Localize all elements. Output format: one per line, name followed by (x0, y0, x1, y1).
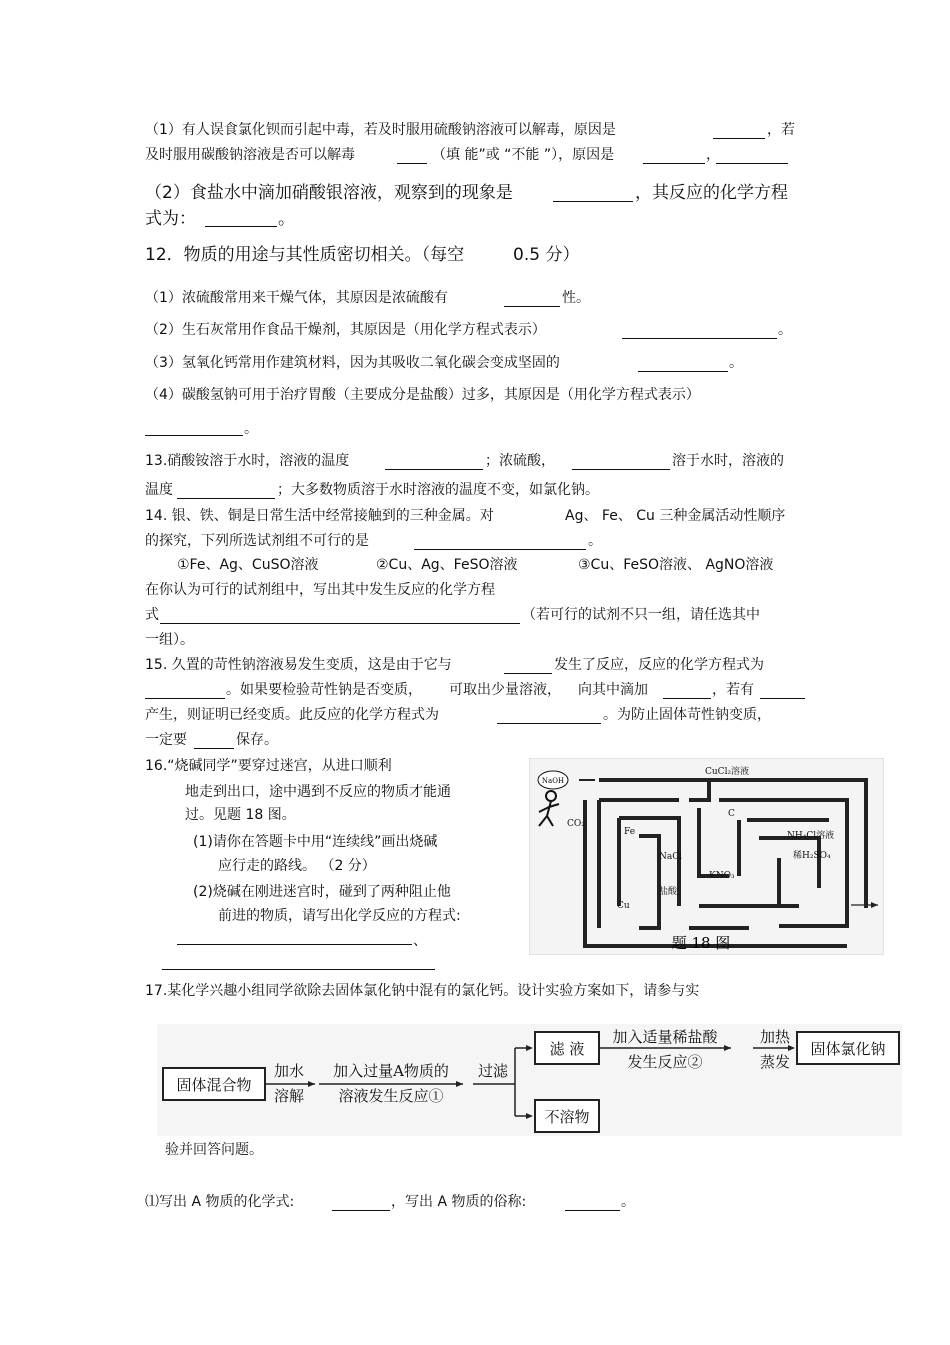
q12-text: 。 (244, 421, 258, 437)
maze-figure (529, 758, 884, 955)
q13-text: 溶于水时，溶液的 (672, 453, 784, 469)
maze-label: Fe (624, 827, 636, 837)
q17-line1: 17.某化学兴趣小组同学欲除去固体氯化钠中混有的氯化钙。设计实验方案如下，请参与实 (145, 983, 700, 999)
flow-filter-label: 过滤 (477, 1062, 509, 1080)
q12-blank-3[interactable] (638, 357, 728, 372)
q17-sub-1: ⑴写出 A 物质的化学式: (145, 1194, 295, 1210)
q16-answer-line-2[interactable] (162, 969, 435, 970)
q11-text: （填 能”或 “不能 ”），原因是 (432, 147, 615, 163)
q13-text: ；浓硫酸， (485, 453, 555, 469)
q11-blank-1[interactable] (713, 124, 765, 139)
q15-blank-3[interactable] (663, 684, 711, 699)
q14-blank-2[interactable] (160, 609, 520, 624)
flow-step4-top: 加热 (759, 1028, 791, 1046)
q15-text: 保存。 (236, 732, 278, 748)
flowchart (157, 1024, 902, 1136)
q15-text: 。如果要检验苛性钠是否变质， (226, 682, 422, 698)
maze-label: KNO₃ (709, 871, 735, 881)
q15-blank-5[interactable] (497, 709, 601, 724)
q12-title: 12．物质的用途与其性质密切相关。（每空 (145, 245, 465, 265)
q11-text: （1）有人误食氯化钡而引起中毒，若及时服用硫酸钠溶液可以解毒，原因是 (145, 122, 616, 138)
q12-blank-4[interactable] (145, 421, 243, 436)
q14-line1: 14. 银、铁、铜是日常生活中经常接触到的三种金属。对 (145, 508, 494, 524)
q12-item-4: （4）碳酸氢钠可用于治疗胃酸（主要成分是盐酸）过多，其原因是（用化学方程式表示） (145, 387, 700, 403)
q11-blank-3[interactable] (643, 149, 705, 164)
q14-blank-1[interactable] (414, 535, 586, 550)
q11-blank-2[interactable] (397, 149, 427, 164)
q14-text: 一组）。 (145, 632, 194, 648)
q12-item-3: （3）氢氧化钙常用作建筑材料，因为其吸收二氧化碳会变成坚固的 (145, 355, 560, 371)
flow-step1-bottom: 溶解 (273, 1087, 305, 1105)
maze-label: NH₄Cl溶液 (787, 831, 835, 841)
q16-text: 、 (413, 933, 427, 949)
q16-line1: 16.“烧碱同学”要穿过迷宫，从进口顺利 (145, 758, 392, 774)
q12-text: 。 (729, 355, 743, 371)
q15-text: ，若有 (712, 682, 754, 698)
q16-text: 应行走的路线。 （2 分） (218, 858, 376, 874)
q12-blank-1[interactable] (504, 292, 560, 307)
q13-blank-2[interactable] (572, 455, 670, 470)
q11-blank-6[interactable] (205, 212, 277, 227)
q11-blank-4[interactable] (716, 149, 788, 164)
q11-blank-5[interactable] (553, 187, 633, 202)
q16-text: 前进的物质，请写出化学反应的方程式: (218, 908, 461, 924)
q14-option-1: ①Fe、Ag、CuSO溶液 (177, 557, 319, 573)
q15-blank-6[interactable] (194, 734, 234, 749)
q11-line1 (145, 121, 616, 139)
flow-step4-bottom: 蒸发 (759, 1053, 791, 1071)
q15-blank-2[interactable] (145, 684, 225, 699)
q14-line2: 的探究，下列所选试剂组不可行的是 (145, 533, 369, 549)
q17-text: 。 (621, 1194, 635, 1210)
q14-line4: 在你认为可行的试剂组中，写出其中发生反应的化学方程 (145, 582, 495, 598)
q12-text: 。 (778, 322, 792, 338)
q17-text: ，写出 A 物质的俗称: (391, 1194, 527, 1210)
q11-text: （2）食盐水中滴加硝酸银溶液，观察到的现象是 (145, 183, 513, 203)
q12-item-1: （1）浓硫酸常用来干燥气体，其原因是浓硫酸有 (145, 290, 448, 306)
maze-label: C (728, 809, 735, 819)
q11-text: ，其反应的化学方程 (635, 183, 788, 203)
q15-text: 产生，则证明已经变质。此反应的化学方程式为 (145, 707, 439, 723)
q11-text: ，若 (767, 122, 795, 138)
q11-text: 式为： (145, 209, 196, 229)
q15-blank-4[interactable] (760, 684, 805, 699)
q13-text: 温度 (145, 482, 173, 498)
flowchart-bg (157, 1024, 902, 1136)
q16-sub-2: (2)烧碱在刚进迷宫时，碰到了两种阻止他 (193, 884, 451, 900)
maze-label: 盐酸 (659, 887, 678, 897)
q14-option-3: ③Cu、FeSO溶液、 AgNO溶液 (578, 557, 774, 573)
q16-line2: 地走到出口，途中遇到不反应的物质才能通 (185, 784, 451, 800)
maze-label: CO₂ (567, 819, 585, 829)
q12-blank-2[interactable] (622, 324, 777, 339)
q12-item-2: （2）生石灰常用作食品干燥剂，其原因是（用化学方程式表示） (145, 322, 546, 338)
q15-line1: 15. 久置的苛性钠溶液易发生变质，这是由于它与 (145, 657, 452, 673)
maze-label: 稀H₂SO₄ (793, 851, 831, 861)
maze-label: NaCl (659, 852, 683, 862)
q15-blank-1[interactable] (504, 659, 552, 674)
q12-score: 0.5 分） (513, 245, 580, 265)
q14-text: 。 (588, 533, 602, 549)
q14-text: Ag、 Fe、 Cu 三种金属活动性顺序 (565, 508, 786, 524)
q13-blank-3[interactable] (177, 484, 275, 499)
flow-precipitate-label: 不溶物 (544, 1108, 590, 1126)
q17-blank-2[interactable] (565, 1196, 620, 1211)
q12-text: 性。 (562, 290, 590, 306)
q14-text: 式 (145, 607, 159, 623)
q17-blank-1[interactable] (332, 1196, 390, 1211)
q17-line2: 验并回答问题。 (165, 1142, 263, 1158)
q11-text: 。 (278, 209, 295, 229)
flow-step2-bottom: 溶液发生反应① (338, 1087, 444, 1105)
flow-step3-bottom: 发生反应② (627, 1053, 703, 1071)
flow-step2-top: 加入过量A物质的 (333, 1062, 449, 1080)
maze-label: CuCl₂溶液 (705, 767, 750, 777)
flow-filtrate-label: 滤 液 (549, 1040, 585, 1058)
flow-start-label: 固体混合物 (176, 1076, 252, 1094)
flow-step1-top: 加水 (273, 1062, 305, 1080)
q15-text: 向其中滴加 (578, 682, 648, 698)
flow-step3-top: 加入适量稀盐酸 (612, 1028, 718, 1046)
q11-text: 及时服用碳酸钠溶液是否可以解毒 (145, 147, 355, 163)
maze-avatar-label: NaOH (541, 777, 565, 785)
q11-text: ， (706, 147, 720, 163)
maze-caption: 题 18 图 (671, 934, 731, 952)
q16-line3: 过。见题 18 图。 (185, 807, 296, 823)
q15-text: 。为防止固体苛性钠变质， (603, 707, 771, 723)
q13-text: ；大多数物质溶于水时溶液的温度不变，如氯化钠。 (277, 482, 599, 498)
q15-text: 可取出少量溶液， (449, 682, 561, 698)
q11-line3 (145, 182, 513, 204)
q15-text: 发生了反应，反应的化学方程式为 (554, 657, 764, 673)
q11-line2 (145, 146, 355, 164)
q13-blank-1[interactable] (385, 455, 483, 470)
q14-option-2: ②Cu、Ag、FeSO溶液 (376, 557, 518, 573)
flow-end-label: 固体氯化钠 (810, 1040, 886, 1058)
maze-label: Cu (617, 901, 630, 911)
q16-answer-line-1[interactable] (177, 944, 412, 945)
q14-text: （若可行的试剂不只一组，请任选其中 (522, 607, 760, 623)
q16-sub-1: (1)请你在答题卡中用“连续线”画出烧碱 (193, 834, 438, 850)
q13-line1: 13.硝酸铵溶于水时，溶液的温度 (145, 453, 350, 469)
q15-text: 一定要 (145, 732, 187, 748)
